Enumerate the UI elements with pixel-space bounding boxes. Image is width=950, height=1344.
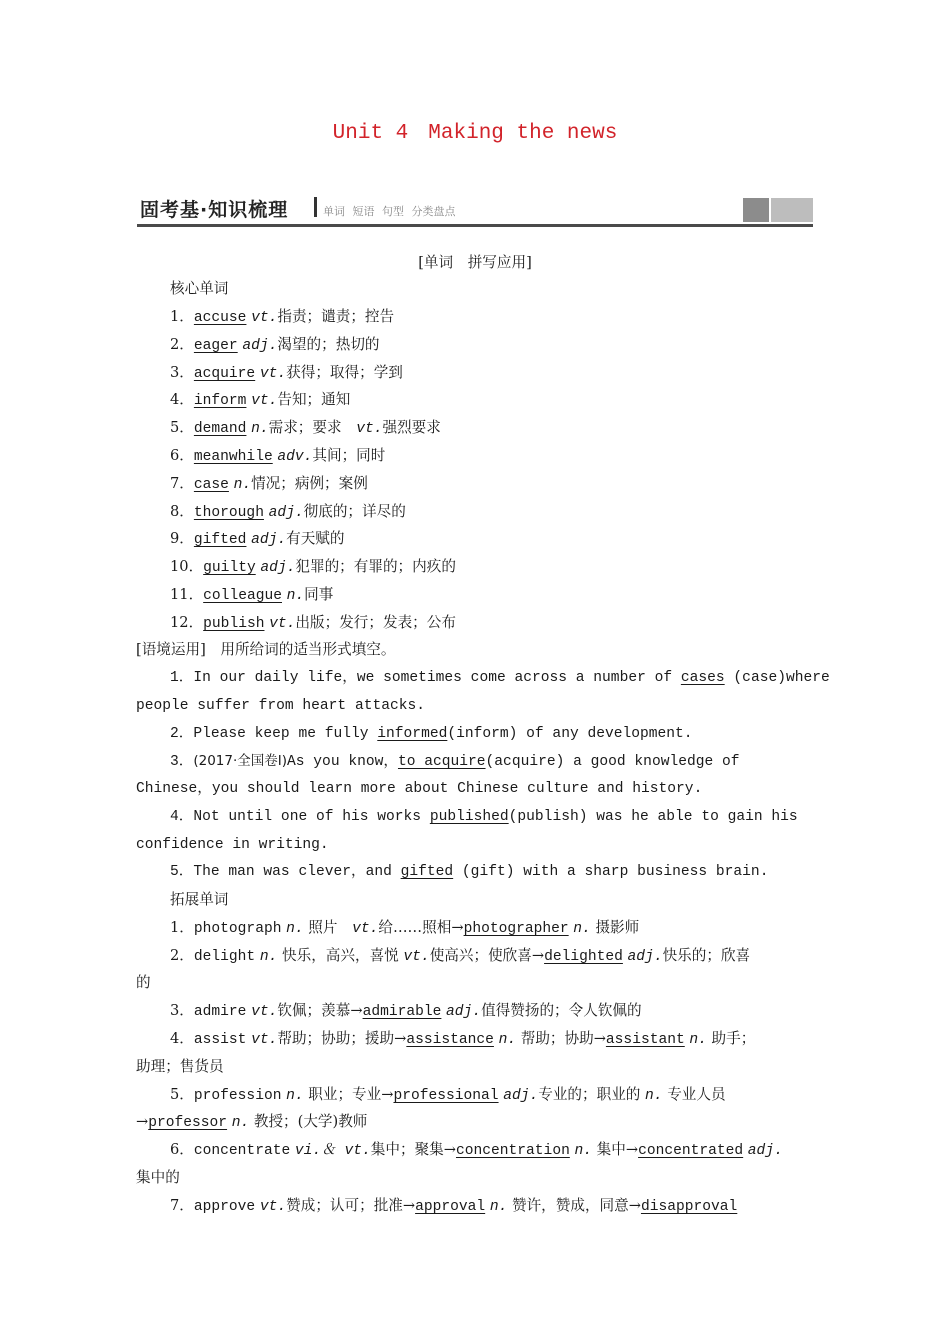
exercise-3: 3．(2017·全国卷Ⅰ)As you know，to acquire(acquire) a good knowledge of	[170, 753, 740, 770]
decor-block-dark	[743, 198, 769, 222]
ext-item-5-cont: →professor n. 教授；(大学)教师	[136, 1113, 368, 1131]
answer: acquire	[193, 365, 256, 382]
unit-name: Making the news	[428, 122, 618, 145]
answer: cases	[680, 670, 725, 686]
section-divider	[314, 197, 317, 217]
decor-block-light	[771, 198, 813, 222]
answer: accuse	[193, 310, 247, 326]
answer: published	[429, 809, 509, 825]
answer: concentration	[455, 1143, 570, 1159]
answer: admirable	[362, 1004, 442, 1020]
answer: professional	[393, 1088, 499, 1104]
section-main-title: 固考基·知识梳理	[140, 199, 289, 221]
ext-item-2: 2．delight n. 快乐，高兴，喜悦 vt.使高兴；使欣喜→delighted adj.快乐的；欣喜	[170, 947, 751, 965]
answer: assistant	[605, 1032, 685, 1048]
ext-item-3: 3．admire vt.钦佩；羡慕→admirable adj.值得赞扬的；令人钦佩的	[170, 1002, 642, 1020]
core-word-item: 10．guilty adj.犯罪的；有罪的；内疚的	[170, 558, 456, 577]
core-word-item: 3．acquire vt.获得；取得；学到	[170, 363, 403, 382]
exercise-4-cont: confidence in writing.	[136, 837, 329, 853]
answer: colleague	[203, 588, 282, 604]
ext-item-1: 1．photograph n. 照片 vt.给……照相→photographer n. 摄影师	[170, 919, 640, 937]
core-word-item: 6．meanwhile adv.其间；同时	[170, 447, 386, 465]
answer: delighted	[544, 949, 623, 965]
page-title	[0, 122, 950, 145]
core-heading: 核心单词	[170, 280, 229, 297]
core-word-item: 5．demand n.需求；要求 vt.强烈要求	[170, 419, 441, 438]
exercise-4: 4．Not until one of his works published(publish) was he able to gain his	[170, 809, 798, 825]
core-word-item: 9．gifted adj.有天赋的	[170, 530, 345, 549]
unit-label: Unit 4	[332, 122, 409, 145]
core-word-item: 2．eager adj.渴望的；热切的	[170, 335, 380, 354]
core-word-item: 7．case n.情况；病例；案例	[170, 474, 368, 493]
answer: case	[193, 476, 229, 493]
ext-item-4: 4．assist vt.帮助；协助；援助→assistance n. 帮助；协助→assistant n. 助手；	[170, 1030, 756, 1048]
ext-item-6: 6．concentrate vi.＆ vt.集中；聚集→concentration n. 集中→concentrated adj.	[170, 1141, 783, 1159]
ext-item-6-cont: 集中的	[136, 1169, 180, 1186]
answer: disapproval	[640, 1199, 738, 1215]
answer: photographer	[463, 921, 569, 937]
answer: professor	[148, 1115, 228, 1131]
context-heading: [语境运用] 用所给词的适当形式填空。	[136, 641, 396, 658]
answer: meanwhile	[193, 449, 273, 465]
core-word-item: 12．publish vt.出版；发行；发表；公布	[170, 613, 456, 632]
ext-item-4-cont: 助理；售货员	[136, 1058, 224, 1075]
core-word-item: 4．inform vt.告知；通知	[170, 391, 351, 410]
exercise-1-cont: people suffer from heart attacks.	[136, 698, 426, 714]
answer: to acquire	[397, 754, 486, 770]
answer: gifted	[193, 532, 247, 549]
core-word-item: 8．thorough adj.彻底的；详尽的	[170, 502, 406, 521]
answer: concentrated	[638, 1143, 744, 1159]
exercise-1: 1．In our daily life，we sometimes come across a number of cases (case)where	[170, 670, 830, 686]
core-word-item: 1．accuse vt.指责；谴责；控告	[170, 308, 395, 326]
exercise-2: 2．Please keep me fully informed(inform) of any development.	[170, 726, 693, 742]
answer: approval	[415, 1199, 486, 1215]
answer: thorough	[193, 504, 264, 521]
core-word-item: 11．colleague n.同事	[170, 586, 334, 604]
extended-heading: 拓展单词	[170, 891, 229, 908]
ext-item-2-cont: 的	[136, 974, 151, 991]
answer: informed	[377, 726, 448, 742]
answer: demand	[193, 421, 247, 438]
section-subtitle: 单词 短语 句型 分类盘点	[323, 205, 456, 218]
answer: guilty	[203, 560, 256, 577]
section-header-bar	[137, 194, 813, 227]
subheading: [单词 拼写应用]	[418, 254, 532, 271]
answer: inform	[193, 393, 247, 410]
ext-item-5: 5．profession n. 职业；专业→professional adj.专业的；职业的 n. 专业人员	[170, 1086, 726, 1104]
ext-item-7: 7．approve vt.赞成；认可；批准→approval n. 赞许，赞成，同意→disapproval	[170, 1197, 738, 1215]
exercise-3-cont: Chinese，you should learn more about Chinese culture and history.	[136, 781, 703, 797]
answer: gifted	[400, 864, 454, 880]
exercise-5: 5．The man was clever，and gifted (gift) with a sharp business brain.	[170, 864, 769, 880]
answer: publish	[203, 615, 265, 632]
answer: eager	[193, 337, 238, 354]
answer: assistance	[406, 1032, 494, 1048]
